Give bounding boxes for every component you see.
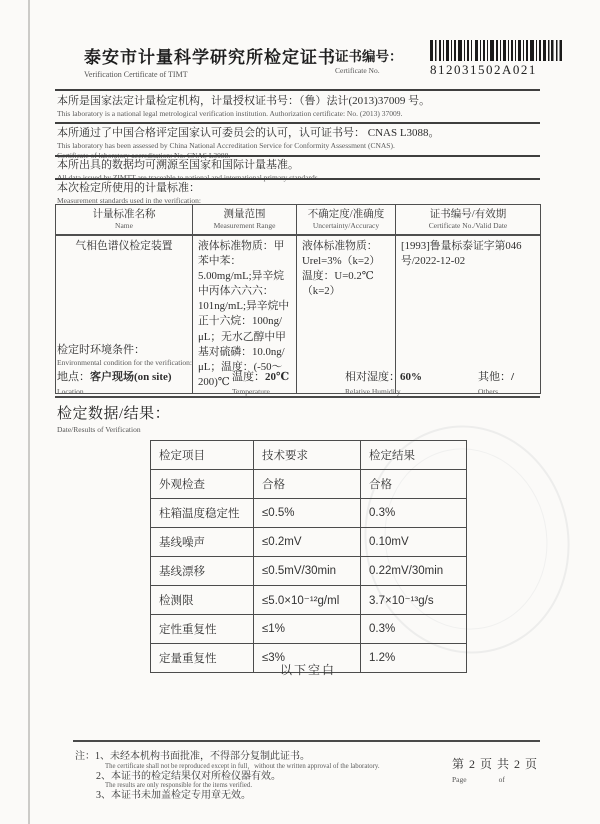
result-item: 基线漂移: [151, 557, 254, 586]
env-label-en: Relative Humidity: [345, 387, 401, 396]
result-item: 定量重复性: [151, 644, 254, 673]
page-number: 第 2 页 共 2 页: [452, 757, 539, 771]
statement-standards-used: [57, 182, 542, 206]
statement-cn: 本所出具的数据均可溯源至国家和国际计量基准。: [57, 159, 299, 171]
env-value: /: [511, 371, 515, 383]
environment-heading: [57, 344, 192, 368]
footer-note-1-en: The certificate shall not be reproduced except in full，without the written approval of the laboratory.: [105, 762, 380, 770]
env-label-cn: 相对湿度：: [345, 371, 400, 383]
results-heading: [57, 402, 170, 434]
footer-note-2: 2、本证书的检定结果仅对所检仪器有效。: [96, 770, 281, 782]
end-of-data-note: 以下空白: [279, 663, 336, 677]
result-requirement: ≤1%: [254, 615, 361, 644]
result-item: 检测限: [151, 586, 254, 615]
results-row: [151, 557, 467, 586]
results-header: 技术要求: [254, 441, 361, 470]
environment-heading-cn: 检定时环境条件：: [57, 344, 145, 356]
results-row: [151, 528, 467, 557]
env-value: 60%: [400, 371, 422, 383]
statement-en: This laboratory is a national legal metrological verification institution. Authorization certificate: No. (2013) 37009.: [57, 108, 403, 118]
result-value: 合格: [361, 470, 467, 499]
result-item: 柱箱温度稳定性: [151, 499, 254, 528]
results-row: [151, 586, 467, 615]
uncertainty-cell: 液体标准物质：Urel=3%（k=2） 温度：U=0.2℃（k=2）: [297, 235, 396, 394]
measurement-range-cell: 液体标准物质：甲苯中苯：5.00mg/mL;异辛烷中丙体六六六：101ng/mL;异辛烷中正十六烷：100ng/μL；无水乙醇中甲基对硫磷：10.0ng/μL；温度：(-50～200)℃: [193, 235, 297, 394]
standards-header-row: [56, 205, 541, 235]
result-value: 3.7×10⁻¹³g/s: [361, 586, 467, 615]
env-label-cn: 温度：: [232, 371, 265, 383]
result-value: 0.22mV/30min: [361, 557, 467, 586]
footer-notes: [75, 751, 435, 802]
footer-note-3: 3、本证书未加盖检定专用章无效。: [96, 790, 251, 802]
result-item: 基线噪声: [151, 528, 254, 557]
result-item: 定性重复性: [151, 615, 254, 644]
env-label-cn: 其他：: [478, 371, 511, 383]
results-row: [151, 470, 467, 499]
footer-note-1: 注：1、未经本机构书面批准，不得部分复制此证书。: [75, 751, 310, 762]
env-value: 20℃: [265, 371, 290, 383]
divider: [55, 122, 540, 124]
env-field-others: [478, 368, 514, 396]
standard-name-cell: 气相色谱仪检定装置: [56, 235, 193, 394]
result-requirement: ≤0.5mV/30min: [254, 557, 361, 586]
env-label-cn: 地点：: [57, 371, 90, 383]
statement-en: This laboratory has been assessed by China National Accreditation Service for Conformity Assessment (CNAS).: [57, 140, 395, 150]
cert-no-block: [430, 40, 562, 78]
results-heading-en: Date/Results of Verification: [57, 425, 141, 434]
standards-header: 不确定度/准确度 Uncertainty/Accuracy: [297, 205, 396, 235]
env-label-en: Location: [57, 387, 84, 396]
results-row: [151, 499, 467, 528]
page-title: 泰安市计量科学研究所检定证书: [84, 48, 336, 67]
statement-en: Measurement standards used in the verification:: [57, 195, 201, 205]
results-table: [150, 440, 467, 673]
result-requirement: ≤0.2mV: [254, 528, 361, 557]
divider: [55, 396, 540, 398]
result-value: 0.3%: [361, 499, 467, 528]
environment-heading-en: Environmental condition for the verification:: [57, 357, 192, 367]
env-field-location: [57, 368, 172, 396]
footer-divider: [73, 740, 540, 742]
statement-cn: 本所是国家法定计量检定机构，计量授权证书号：（鲁）法计(2013)37009 号。: [57, 95, 431, 107]
result-requirement: ≤0.5%: [254, 499, 361, 528]
scan-edge-line: [28, 0, 30, 824]
standards-header: 证书编号/有效期 Certificate No./Valid Date: [396, 205, 541, 235]
results-row: [151, 615, 467, 644]
env-field-temperature: [232, 368, 289, 396]
footer-note-2-en: The results are only responsible for the items verified.: [105, 782, 253, 790]
standard-certificate-cell: [1993]鲁量标泰证字第046号/2022-12-02: [396, 235, 541, 394]
page-title-en: Verification Certificate of TIMT: [84, 70, 188, 79]
divider: [55, 178, 540, 180]
results-heading-cn: 检定数据/结果：: [57, 406, 171, 422]
result-requirement: ≤5.0×10⁻¹²g/ml: [254, 586, 361, 615]
statement-cn: 本次检定所使用的计量标准：: [57, 182, 200, 194]
page-label: Page: [452, 775, 467, 784]
divider: [55, 155, 540, 157]
results-header: 检定结果: [361, 441, 467, 470]
cert-no-label: 证书编号：: [335, 49, 403, 64]
divider: [55, 89, 540, 91]
result-item: 外观检查: [151, 470, 254, 499]
result-requirement: 合格: [254, 470, 361, 499]
results-header-row: [151, 441, 467, 470]
result-value: 1.2%: [361, 644, 467, 673]
result-value: 0.10mV: [361, 528, 467, 557]
standards-header: 计量标准名称 Name: [56, 205, 193, 235]
result-requirement: ≤3%: [254, 644, 361, 673]
standards-header: 测量范围 Measurement Range: [193, 205, 297, 235]
header-title-block: [84, 43, 344, 79]
env-value: 客户现场(on site): [90, 371, 172, 383]
cert-no-label-block: [335, 45, 403, 75]
statement-authorization: [57, 95, 542, 119]
result-value: 0.3%: [361, 615, 467, 644]
barcode-icon: [430, 40, 562, 61]
env-field-humidity: [345, 368, 422, 396]
cert-no-value: 812031502A021: [430, 62, 537, 77]
env-label-en: Others: [478, 387, 498, 396]
statement-cn: 本所通过了中国合格评定国家认可委员会的认可，认可证书号： CNAS L3088。: [57, 127, 440, 139]
env-label-en: Temperature: [232, 387, 270, 396]
results-header: 检定项目: [151, 441, 254, 470]
cert-no-label-en: Certificate No.: [335, 66, 380, 75]
page-number-block: [452, 755, 538, 784]
of-label: of: [498, 775, 505, 784]
